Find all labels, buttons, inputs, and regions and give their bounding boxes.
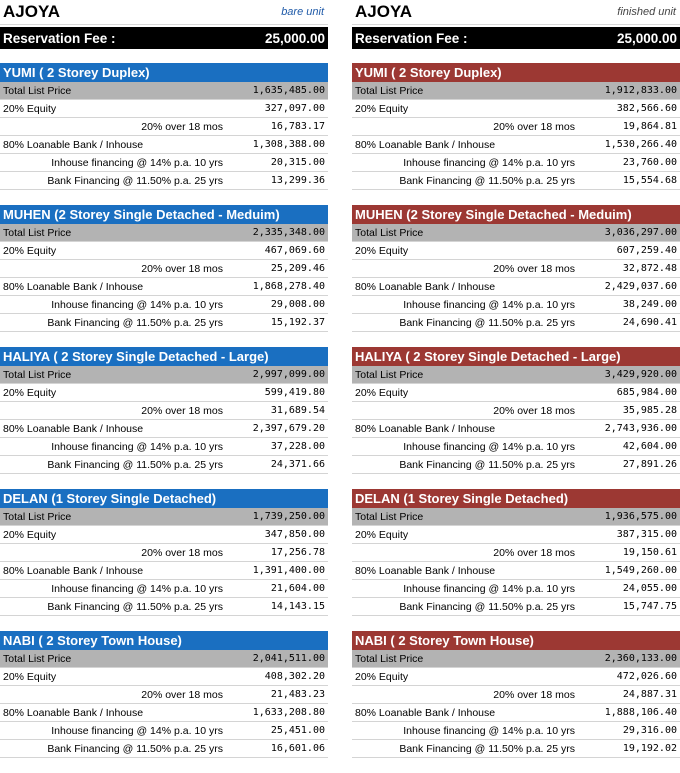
price-row-value: 16,783.17 [270,121,325,132]
brand-row [0,0,328,25]
price-row-label: 20% over 18 mos [493,688,575,701]
price-row [0,562,328,580]
price-row-label: 80% Loanable Bank / Inhouse [355,138,496,151]
price-row-value: 17,256.78 [270,547,325,558]
price-row-value: 19,150.61 [622,547,677,558]
model-title: MUHEN (2 Storey Single Detached - Meduim) [352,205,680,224]
price-row-label: Total List Price [3,226,72,239]
price-row-value: 2,335,348.00 [252,227,325,238]
model-title: HALIYA ( 2 Storey Single Detached - Large) [352,347,680,366]
price-row-value: 14,143.15 [270,601,325,612]
price-row-label: Inhouse financing @ 14% p.a. 10 yrs [403,440,575,453]
price-row-value: 31,689.54 [270,405,325,416]
price-row [352,668,680,686]
price-row-value: 387,315.00 [616,529,677,540]
price-row [352,686,680,704]
price-row [352,562,680,580]
price-row [0,526,328,544]
reservation-fee-label: Reservation Fee : [355,30,468,46]
price-row-label: 80% Loanable Bank / Inhouse [355,422,496,435]
price-row-label: 20% Equity [3,528,57,541]
price-row-value: 685,984.00 [616,387,677,398]
price-row-value: 21,604.00 [270,583,325,594]
price-row-value: 1,549,260.00 [604,565,677,576]
price-row-label: Inhouse financing @ 14% p.a. 10 yrs [403,156,575,169]
price-row-value: 15,747.75 [622,601,677,612]
price-row-value: 382,566.60 [616,103,677,114]
model-block [0,489,328,616]
price-row-value: 472,026.60 [616,671,677,682]
price-row-label: Inhouse financing @ 14% p.a. 10 yrs [51,440,223,453]
price-row [352,438,680,456]
price-row-label: 20% Equity [3,244,57,257]
price-row [352,740,680,758]
price-row-label: 20% over 18 mos [141,120,223,133]
price-row-label: Inhouse financing @ 14% p.a. 10 yrs [403,582,575,595]
price-row-label: 20% Equity [355,670,409,683]
price-row [0,172,328,190]
price-row-label: Bank Financing @ 11.50% p.a. 25 yrs [399,458,575,471]
price-row-label: Bank Financing @ 11.50% p.a. 25 yrs [47,458,223,471]
column-gap [328,0,352,720]
price-row [0,296,328,314]
price-row-label: 80% Loanable Bank / Inhouse [3,706,144,719]
price-row-value: 15,192.37 [270,317,325,328]
price-row-value: 20,315.00 [270,157,325,168]
price-row-value: 1,868,278.40 [252,281,325,292]
price-row-value: 24,887.31 [622,689,677,700]
price-row-value: 15,554.68 [622,175,677,186]
model-block [0,63,328,190]
price-row [0,278,328,296]
price-row-value: 2,997,099.00 [252,369,325,380]
unit-type-label: finished unit [617,6,676,18]
price-row-value: 29,008.00 [270,299,325,310]
price-row-label: 80% Loanable Bank / Inhouse [355,706,496,719]
price-row [0,598,328,616]
price-row [0,402,328,420]
price-row-value: 1,635,485.00 [252,85,325,96]
price-row [352,722,680,740]
price-row-value: 25,451.00 [270,725,325,736]
price-row-value: 1,912,833.00 [604,85,677,96]
price-row-value: 2,743,936.00 [604,423,677,434]
price-row-value: 2,397,679.20 [252,423,325,434]
price-row-label: Total List Price [355,652,424,665]
price-row-label: 20% over 18 mos [493,262,575,275]
price-row-value: 24,690.41 [622,317,677,328]
price-row [0,580,328,598]
price-row-label: 20% over 18 mos [141,688,223,701]
price-row [352,384,680,402]
price-row [352,704,680,722]
price-row-value: 23,760.00 [622,157,677,168]
reservation-fee-label: Reservation Fee : [3,30,116,46]
model-title: YUMI ( 2 Storey Duplex) [352,63,680,82]
price-row [0,420,328,438]
price-row [352,136,680,154]
price-row-label: Inhouse financing @ 14% p.a. 10 yrs [403,298,575,311]
price-row-label: 20% Equity [355,386,409,399]
model-block [352,205,680,332]
model-block [352,631,680,758]
price-row-label: Bank Financing @ 11.50% p.a. 25 yrs [47,316,223,329]
price-row-label: 80% Loanable Bank / Inhouse [355,280,496,293]
price-row-label: Inhouse financing @ 14% p.a. 10 yrs [403,724,575,737]
price-row-value: 1,936,575.00 [604,511,677,522]
price-row-value: 37,228.00 [270,441,325,452]
price-row-value: 408,302.20 [264,671,325,682]
price-row-value: 42,604.00 [622,441,677,452]
price-row-label: Total List Price [3,84,72,97]
price-row [0,650,328,668]
price-row [352,420,680,438]
price-row-label: Bank Financing @ 11.50% p.a. 25 yrs [399,174,575,187]
model-title: HALIYA ( 2 Storey Single Detached - Large) [0,347,328,366]
price-row-label: Inhouse financing @ 14% p.a. 10 yrs [51,724,223,737]
price-row-value: 2,360,133.00 [604,653,677,664]
price-row-label: Total List Price [355,510,424,523]
price-row-value: 3,036,297.00 [604,227,677,238]
price-row-label: Inhouse financing @ 14% p.a. 10 yrs [51,298,223,311]
price-row-value: 35,985.28 [622,405,677,416]
price-row-label: Bank Financing @ 11.50% p.a. 25 yrs [47,174,223,187]
price-row-label: 80% Loanable Bank / Inhouse [355,564,496,577]
price-row [0,314,328,332]
price-row [0,384,328,402]
price-row [352,154,680,172]
price-row-label: 20% Equity [3,386,57,399]
unit-type-label: bare unit [281,6,324,18]
price-row [0,366,328,384]
price-row [0,438,328,456]
price-row [352,260,680,278]
price-row [352,508,680,526]
price-row-label: Total List Price [3,368,72,381]
price-row-value: 599,419.80 [264,387,325,398]
price-row-label: Bank Financing @ 11.50% p.a. 25 yrs [47,600,223,613]
model-title: DELAN (1 Storey Single Detached) [0,489,328,508]
price-row-value: 13,299.36 [270,175,325,186]
price-row-label: 80% Loanable Bank / Inhouse [3,564,144,577]
price-row [0,544,328,562]
price-row [0,224,328,242]
price-row-label: 80% Loanable Bank / Inhouse [3,422,144,435]
price-row [0,668,328,686]
price-row-label: 20% over 18 mos [141,262,223,275]
price-row-value: 16,601.06 [270,743,325,754]
price-row [352,314,680,332]
price-row-value: 1,391,400.00 [252,565,325,576]
reservation-fee-row [0,27,328,49]
price-row-value: 607,259.40 [616,245,677,256]
model-title: NABI ( 2 Storey Town House) [0,631,328,650]
model-block [0,631,328,758]
reservation-fee-value: 25,000.00 [616,30,677,46]
price-row [0,686,328,704]
price-row-label: Total List Price [355,226,424,239]
price-row [352,278,680,296]
price-row-value: 1,308,388.00 [252,139,325,150]
price-row [352,650,680,668]
price-row [0,118,328,136]
price-row [352,224,680,242]
model-blocks [0,63,328,758]
reservation-fee-row [352,27,680,49]
price-row-label: 20% over 18 mos [141,546,223,559]
price-row-value: 24,371.66 [270,459,325,470]
model-block [352,489,680,616]
price-row [0,154,328,172]
price-row-value: 24,055.00 [622,583,677,594]
price-row [0,722,328,740]
price-row-value: 327,097.00 [264,103,325,114]
price-row [0,740,328,758]
price-row-value: 467,069.60 [264,245,325,256]
price-row-value: 2,429,037.60 [604,281,677,292]
model-block [0,347,328,474]
price-row [0,100,328,118]
price-row [352,172,680,190]
model-blocks [352,63,680,758]
price-row [352,118,680,136]
price-row-label: 20% Equity [355,244,409,257]
price-row-label: Bank Financing @ 11.50% p.a. 25 yrs [399,316,575,329]
price-row-label: 20% over 18 mos [493,546,575,559]
price-row-label: 20% Equity [3,102,57,115]
price-row-label: 80% Loanable Bank / Inhouse [3,138,144,151]
price-row-label: Bank Financing @ 11.50% p.a. 25 yrs [47,742,223,755]
price-row-value: 1,633,208.80 [252,707,325,718]
model-block [352,63,680,190]
model-title: MUHEN (2 Storey Single Detached - Meduim) [0,205,328,224]
price-row-value: 1,530,266.40 [604,139,677,150]
price-row [352,296,680,314]
price-row-label: 20% Equity [355,528,409,541]
price-row-label: Bank Financing @ 11.50% p.a. 25 yrs [399,742,575,755]
reservation-fee-value: 25,000.00 [264,30,325,46]
price-row-value: 27,891.26 [622,459,677,470]
price-row-value: 32,872.48 [622,263,677,274]
brand-title: AJOYA [3,2,61,21]
price-row [0,260,328,278]
price-row-value: 19,192.02 [622,743,677,754]
price-row-label: Total List Price [3,652,72,665]
finished-unit-panel [352,0,680,773]
price-row [0,456,328,474]
price-row [0,136,328,154]
price-row [0,508,328,526]
price-row [0,704,328,722]
price-row-value: 1,888,106.40 [604,707,677,718]
price-row [352,456,680,474]
price-row-value: 2,041,511.00 [252,653,325,664]
price-row-value: 29,316.00 [622,725,677,736]
price-row-label: 20% Equity [355,102,409,115]
price-row [352,82,680,100]
model-block [0,205,328,332]
price-row [352,366,680,384]
price-row-label: Inhouse financing @ 14% p.a. 10 yrs [51,582,223,595]
price-row-label: Total List Price [355,368,424,381]
price-row-value: 347,850.00 [264,529,325,540]
model-title: NABI ( 2 Storey Town House) [352,631,680,650]
price-row [352,580,680,598]
price-row-value: 25,209.46 [270,263,325,274]
price-row-value: 1,739,250.00 [252,511,325,522]
price-row-label: 20% Equity [3,670,57,683]
price-row-value: 21,483.23 [270,689,325,700]
price-row-value: 19,864.81 [622,121,677,132]
price-row-label: Bank Financing @ 11.50% p.a. 25 yrs [399,600,575,613]
bare-unit-panel [0,0,328,773]
price-row [0,242,328,260]
brand-row [352,0,680,25]
price-row-label: 20% over 18 mos [493,404,575,417]
price-row [0,82,328,100]
price-row-label: Total List Price [355,84,424,97]
price-row-label: Inhouse financing @ 14% p.a. 10 yrs [51,156,223,169]
model-title: YUMI ( 2 Storey Duplex) [0,63,328,82]
price-row-label: 80% Loanable Bank / Inhouse [3,280,144,293]
price-row-value: 3,429,920.00 [604,369,677,380]
price-row [352,402,680,420]
brand-title: AJOYA [355,2,413,21]
price-row [352,544,680,562]
price-row [352,100,680,118]
price-row-label: 20% over 18 mos [493,120,575,133]
price-row [352,526,680,544]
price-row-label: Total List Price [3,510,72,523]
price-row [352,242,680,260]
price-row [352,598,680,616]
model-title: DELAN (1 Storey Single Detached) [352,489,680,508]
price-row-label: 20% over 18 mos [141,404,223,417]
model-block [352,347,680,474]
price-row-value: 38,249.00 [622,299,677,310]
